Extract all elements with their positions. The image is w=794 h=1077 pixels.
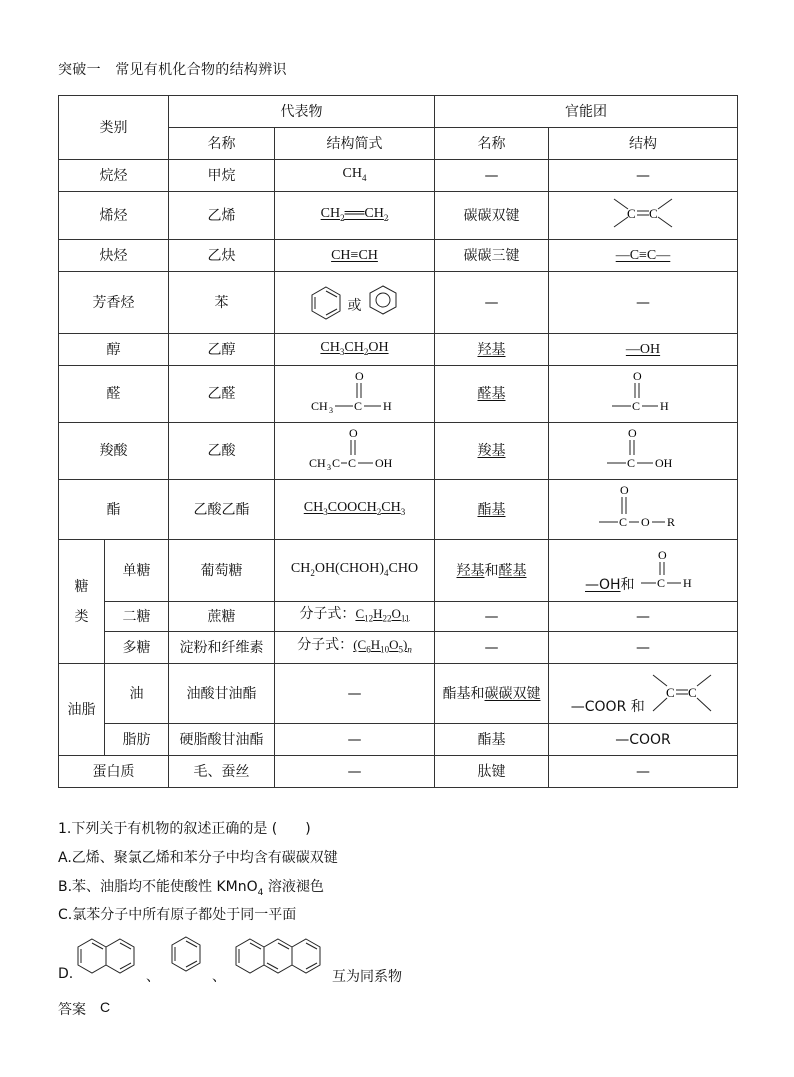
formula-cell: 分子式：$C_{12}H_{22}O_{11}$ — [275, 602, 435, 632]
name-cell: 乙酸乙酯 — [169, 480, 275, 540]
category-cell: 炔烃 — [59, 240, 169, 272]
c-c-double-bond-label: 碳碳双键 — [484, 685, 541, 702]
fg-structure-cell — [549, 540, 738, 602]
hydroxyl-label: 羟基 — [477, 341, 506, 358]
svg-text:H: H — [660, 398, 669, 413]
fg-name-cell: 酯基 — [435, 724, 549, 756]
name-cell: 毛、蚕丝 — [169, 756, 275, 788]
subcategory-cell: 油 — [105, 664, 169, 724]
fg-structure-cell: —COOR — [549, 724, 738, 756]
subcategory-cell: 多糖 — [105, 632, 169, 664]
svg-text:C: C — [666, 685, 675, 700]
fg-name-cell: — — [435, 632, 549, 664]
fg-name-cell — [435, 423, 549, 480]
svg-text:CH: CH — [310, 398, 328, 413]
svg-text:C: C — [627, 455, 636, 470]
category-cell: 醛 — [59, 366, 169, 423]
svg-text:C: C — [353, 398, 362, 413]
row-alkyne — [59, 240, 738, 272]
svg-text:C: C — [649, 206, 658, 221]
fg-name-cell: — — [435, 272, 549, 334]
answer-value: C — [100, 999, 111, 1015]
formula-prefix: 分子式： — [299, 606, 356, 623]
separator-1: 、 — [146, 969, 160, 985]
option-c: C.氯苯分子中所有原子都处于同一平面 — [58, 907, 297, 923]
naphthalene-icon — [76, 933, 138, 983]
c-c-double-bond-structure — [608, 193, 678, 233]
aldehyde-group-label: 醛基 — [498, 562, 527, 579]
benzene-kekule-icon — [309, 283, 343, 323]
name-cell: 乙烯 — [169, 192, 275, 240]
formula-cell: — — [275, 664, 435, 724]
name-cell: 苯 — [169, 272, 275, 334]
svg-text:C: C — [619, 515, 628, 529]
fg-name-cell: 碳碳三键 — [435, 240, 549, 272]
svg-text:O: O — [641, 515, 650, 529]
category-cell: 蛋白质 — [59, 756, 169, 788]
svg-text:3: 3 — [326, 462, 331, 472]
header-representative: 代表物 — [169, 96, 435, 128]
fg-structure-cell — [549, 480, 738, 540]
carboxyl-group-structure — [603, 425, 683, 473]
option-a: A.乙烯、聚氯乙烯和苯分子中均含有碳碳双键 — [58, 850, 338, 866]
fg-structure-cell: —OH — [549, 334, 738, 366]
fg-structure-cell: — — [549, 756, 738, 788]
svg-text:C: C — [632, 398, 641, 413]
row-alcohol — [59, 334, 738, 366]
svg-text:C: C — [347, 455, 356, 470]
fg-structure-cell: — — [549, 632, 738, 664]
subcategory-cell: 二糖 — [105, 602, 169, 632]
fg-structure-cell — [549, 664, 738, 724]
row-oil — [59, 664, 738, 724]
name-cell: 油酸甘油酯 — [169, 664, 275, 724]
hydroxyl-label: 羟基 — [456, 562, 485, 579]
formula-cell: — — [275, 724, 435, 756]
name-cell: 葡萄糖 — [169, 540, 275, 602]
option-d-label: D. — [58, 966, 74, 982]
name-cell: 硬脂酸甘油酯 — [169, 724, 275, 756]
svg-text:CH: CH — [308, 455, 326, 470]
name-cell: 甲烷 — [169, 160, 275, 192]
subcategory-cell: 脂肪 — [105, 724, 169, 756]
fg-name-cell: 肽键 — [435, 756, 549, 788]
fg-structure-cell: — — [549, 602, 738, 632]
fg-name-cell — [435, 480, 549, 540]
option-b: B.苯、油脂均不能使酸性 KMnO$_4$ 溶液褪色 — [58, 879, 324, 898]
svg-text:OH: OH — [655, 455, 673, 470]
category-cell: 烷烃 — [59, 160, 169, 192]
aldehyde-group-structure — [608, 368, 678, 416]
svg-text:O: O — [354, 368, 364, 383]
formula-cell: 分子式：$(C_6H_{10}O_5)_n$ — [275, 632, 435, 664]
category-sugar-cell — [59, 540, 105, 664]
formula-cell: CH≡CH — [275, 240, 435, 272]
header-structure-short: 结构简式 — [275, 128, 435, 160]
formula-cell: $CH_2OH(CHOH)_4CHO$ — [275, 540, 435, 602]
name-cell: 乙炔 — [169, 240, 275, 272]
aldehyde-group-label: 醛基 — [477, 386, 506, 402]
subcategory-cell: 单糖 — [105, 540, 169, 602]
fg-name-cell: — — [435, 602, 549, 632]
row-ester — [59, 480, 738, 540]
row-aldehyde — [59, 366, 738, 423]
c-c-double-bond-structure — [649, 671, 715, 715]
or-label: 或 — [347, 297, 362, 314]
formula-prefix: 分子式： — [297, 637, 354, 654]
answer-label: 答案 — [58, 1002, 86, 1018]
aldehyde-group-structure — [639, 547, 701, 595]
formula-cell: $CH_2══CH_2$ — [275, 192, 435, 240]
acetaldehyde-structure — [305, 368, 405, 416]
category-fat-cell: 油脂 — [59, 664, 105, 756]
sugar-label-1: 糖 — [74, 578, 89, 595]
row-protein — [59, 756, 738, 788]
section-heading: 突破一 常见有机化合物的结构辨识 — [58, 62, 287, 78]
header-functional-group: 官能团 — [435, 96, 738, 128]
formula-cell: $CH_3COOCH_2CH_3$ — [275, 480, 435, 540]
carboxyl-label: 羧基 — [477, 443, 506, 459]
hydroxyl-structure: —OH — [585, 576, 621, 593]
category-cell: 烯烃 — [59, 192, 169, 240]
ester-and-label: 酯基和 — [442, 685, 485, 702]
svg-text:H: H — [683, 575, 692, 590]
row-aromatic — [59, 272, 738, 334]
benzene-icon — [168, 933, 204, 981]
svg-text:C: C — [627, 206, 636, 221]
fg-name-cell — [435, 664, 549, 724]
formula-cell — [275, 423, 435, 480]
row-polysaccharide — [59, 632, 738, 664]
name-cell: 乙酸 — [169, 423, 275, 480]
functional-group-table — [58, 95, 738, 788]
question-stem: 1.下列关于有机物的叙述正确的是 ( ) — [58, 821, 311, 837]
row-monosaccharide — [59, 540, 738, 602]
separator-2: 、 — [212, 969, 226, 985]
fg-name-cell — [435, 334, 549, 366]
anthracene-icon — [234, 933, 326, 983]
svg-text:H: H — [382, 398, 392, 413]
formula-cell: — — [275, 756, 435, 788]
name-cell: 淀粉和纤维素 — [169, 632, 275, 664]
svg-text:O: O — [348, 425, 358, 440]
category-cell: 芳香烃 — [59, 272, 169, 334]
fg-structure-cell: — — [549, 272, 738, 334]
row-disaccharide — [59, 602, 738, 632]
fg-structure-cell — [549, 192, 738, 240]
svg-text:C: C — [657, 575, 666, 590]
row-alkane — [59, 160, 738, 192]
formula-cell — [275, 366, 435, 423]
fg-name-cell: — — [435, 160, 549, 192]
and-label: 和 — [484, 562, 499, 579]
category-cell: 醇 — [59, 334, 169, 366]
row-alkene — [59, 192, 738, 240]
svg-text:R: R — [667, 515, 676, 529]
sugar-label-2: 类 — [74, 608, 89, 625]
fg-structure-cell — [549, 366, 738, 423]
row-acid — [59, 423, 738, 480]
header-fg-structure: 结构 — [549, 128, 738, 160]
benzene-ring-icon — [366, 283, 400, 317]
svg-text:O: O — [633, 368, 642, 383]
fg-structure-cell — [549, 423, 738, 480]
category-cell: 羧酸 — [59, 423, 169, 480]
ester-group-structure — [595, 482, 691, 532]
fg-name-cell — [435, 540, 549, 602]
option-d-tail: 互为同系物 — [332, 969, 402, 985]
svg-text:C: C — [331, 455, 340, 470]
svg-text:C: C — [688, 685, 697, 700]
fg-name-cell — [435, 366, 549, 423]
svg-text:O: O — [620, 483, 629, 497]
svg-text:OH: OH — [374, 455, 392, 470]
svg-text:O: O — [628, 425, 637, 440]
coor-and-label: —COOR 和 — [570, 699, 645, 715]
formula-cell: $CH_3CH_2OH$ — [275, 334, 435, 366]
header-category: 类别 — [59, 96, 169, 160]
name-cell: 蔗糖 — [169, 602, 275, 632]
name-cell: 乙醇 — [169, 334, 275, 366]
ester-group-label: 酯基 — [477, 501, 506, 518]
and-label: 和 — [620, 576, 635, 593]
fg-name-cell: 碳碳双键 — [435, 192, 549, 240]
svg-text:O: O — [658, 547, 667, 562]
row-solid-fat — [59, 724, 738, 756]
header-fg-name: 名称 — [435, 128, 549, 160]
formula-cell — [275, 272, 435, 334]
name-cell: 乙醛 — [169, 366, 275, 423]
acetic-acid-structure — [305, 425, 405, 473]
formula-cell: $CH_4$ — [275, 160, 435, 192]
fg-structure-cell: — — [549, 160, 738, 192]
svg-text:3: 3 — [328, 405, 333, 415]
category-cell: 酯 — [59, 480, 169, 540]
header-name: 名称 — [169, 128, 275, 160]
fg-structure-cell: —C≡C— — [549, 240, 738, 272]
